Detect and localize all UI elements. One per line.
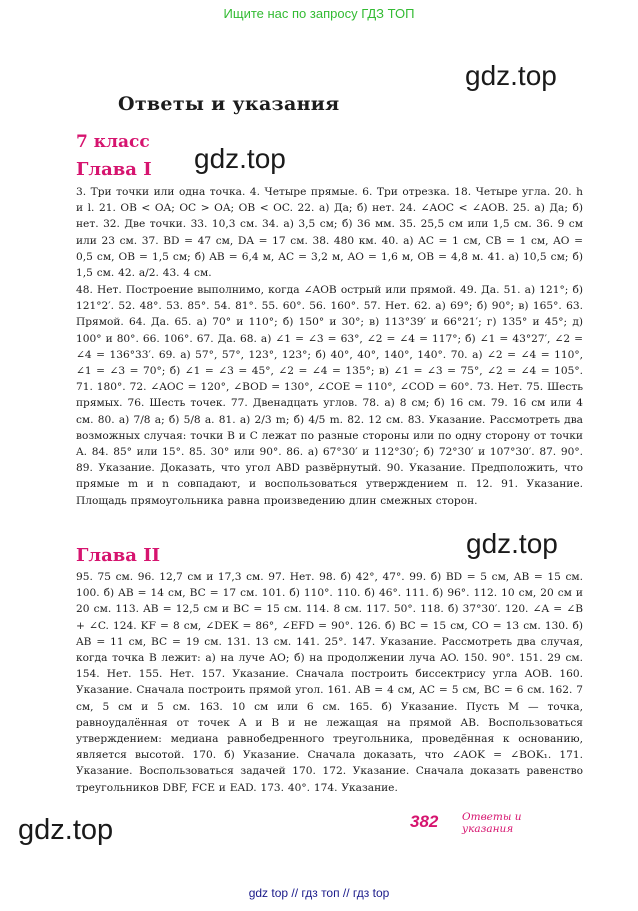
watermark: gdz.top [194,143,286,174]
chapter-1-answers-part-1 [76,184,583,281]
watermark: gdz.top [18,814,114,846]
answers-text: 95. 75 см. 96. 12,7 см и 17,3 см. 97. Нет. 98. б) 42°, 47°. 99. б) BD = 5 см, AB = 15 см. 100. б) AB = 14 см, BC = 17 см. 101. б) 110°. 110. б) 46°. 111. б) 96°. 112. 10 см, 20 см и 20 см. 113. AB = 12,5 см и BC = 15 см. 114. 8 см. 117. 50°. 118. б) 37°30′. 120. ∠A = ∠B + ∠C. 124. KF = 8 см, ∠DEK = 86°, ∠EFD = 90°. 126. б) BC = 15 см, CO = 13 см. 130. б) AB = 11 см, BC = 19 см. 131. 13 см. 141. 25°. 147. Указание. Рассмотреть два случая, когда точка B лежит: а) на луче AO; б) на продолжении луча AO. 150. 90°. 151. 29 см. 154. Нет. 155. Нет. 157. Указание. Сначала построить биссектрису угла AOB. 160. Указание. Сначала построить прямой угол. 161. AB = 4 см, AC = 5 см, BC = 6 см. 162. 7 см, 5 см и 5 см. 163. 10 см или 6 см. 165. б) Указание. Пусть M — точка, равноудалённая от точек A и B и не лежащая на прямой AB. Воспользоваться утверждением: медиана равнобедренного треугольника, проведённая к основанию, является высотой. 170. б) Указание. Сначала доказать, что ∠AOK = ∠BOK₁. 171. Указание. Воспользоваться задачей 170. 172. Указание. Сначала доказать равенство треугольников DBF, FCE и EAD. 173. 40°. 174. Указание. [76,571,583,794]
watermark: gdz.top [466,528,558,559]
page-number: 382 [410,812,439,831]
page-title: Ответы и указания [118,93,340,115]
chapter-2-answers [76,569,583,796]
chapter-2-title: Глава II [76,545,161,566]
running-head: Ответы и указания [462,811,522,835]
chapter-1-title: Глава I [76,159,152,180]
top-banner[interactable]: Ищите нас по запросу ГДЗ ТОП [223,6,415,21]
watermark: gdz.top [465,60,557,91]
bottom-banner[interactable]: gdz top // гдз топ // гдз top [248,886,390,900]
grade-heading: 7 класс [76,132,150,152]
answers-text: 48. Нет. Построение выполнимо, когда ∠AOB острый или прямой. 49. Да. 51. а) 121°; б) 121°2′. 52. 48°. 53. 85°. 54. 81°. 55. 60°. 56. 160°. 57. Нет. 62. а) 69°; б) 90°; в) 165°. 63. Прямой. 64. Да. 65. а) 70° и 110°; б) 150° и 30°; в) 113°39′ и 66°21′; г) 135° и 45°; д) 100° и 80°. 66. 106°. 67. Да. 68. а) ∠1 = ∠3 = 63°, ∠2 = ∠4 = 117°; б) ∠1 = 43°27′, ∠2 = ∠4 = 136°33′. 69. а) 57°, 57°, 123°, 123°; б) 40°, 40°, 140°, 140°. 70. а) ∠2 = ∠4 = 110°, ∠1 = ∠3 = 70°; б) ∠1 = ∠3 = 45°, ∠2 = ∠4 = 135°; в) ∠1 = ∠3 = 75°, ∠2 = ∠4 = 105°. 71. 180°. 72. ∠AOC = 120°, ∠BOD = 130°, ∠COE = 110°, ∠COD = 60°. 73. Нет. 75. Шесть прямых. 76. Шесть точек. 77. Двенадцать углов. 78. а) 8 см; б) 16 см. 79. 16 см или 4 см. 80. а) 7/8 a; б) 5/8 a. 81. а) 2/3 m; б) 4/5 m. 82. 12 см. 83. Указание. Рассмотреть два возможных случая: точки B и C лежат по разные стороны или по одну сторону от точки A. 84. 85° или 15°. 85. 30° или 90°. 86. а) 67°30′ и 112°30′; б) 72°30′ и 107°30′. 87. 90°. 89. Указание. Доказать, что угол ABD развёрнутый. 90. Указание. Предположить, что прямые m и n совпадают, и воспользоваться утверждением п. 12. 91. Указание. Площадь прямоугольника равна произведению длин смежных сторон. [76,284,583,507]
answers-text: 3. Три точки или одна точка. 4. Четыре прямые. 6. Три отрезка. 18. Четыре угла. 20. h и l. 21. OB < OA; OC > OA; OB < OC. 22. а) Да; б) нет. 24. ∠AOC < ∠AOB. 25. а) Да; б) нет. 32. Две точки. 33. 10,3 см. 34. а) 3,5 см; б) 36 мм. 35. 25,5 см или 1,5 см. 36. 9 см или 23 см. 37. BD = 47 см, DA = 17 см. 38. 480 км. 40. а) AC = 1 см, CB = 1 см, AO = 0,5 см, OB = 1,5 см; б) AB = 6,4 м, AC = 3,2 м, AO = 1,6 м, OB = 4,8 м. 41. а) 10,5 см; б) 1,5 см. 42. a/2. 43. 4 см. [76,186,583,280]
chapter-1-answers-part-2 [76,282,583,509]
